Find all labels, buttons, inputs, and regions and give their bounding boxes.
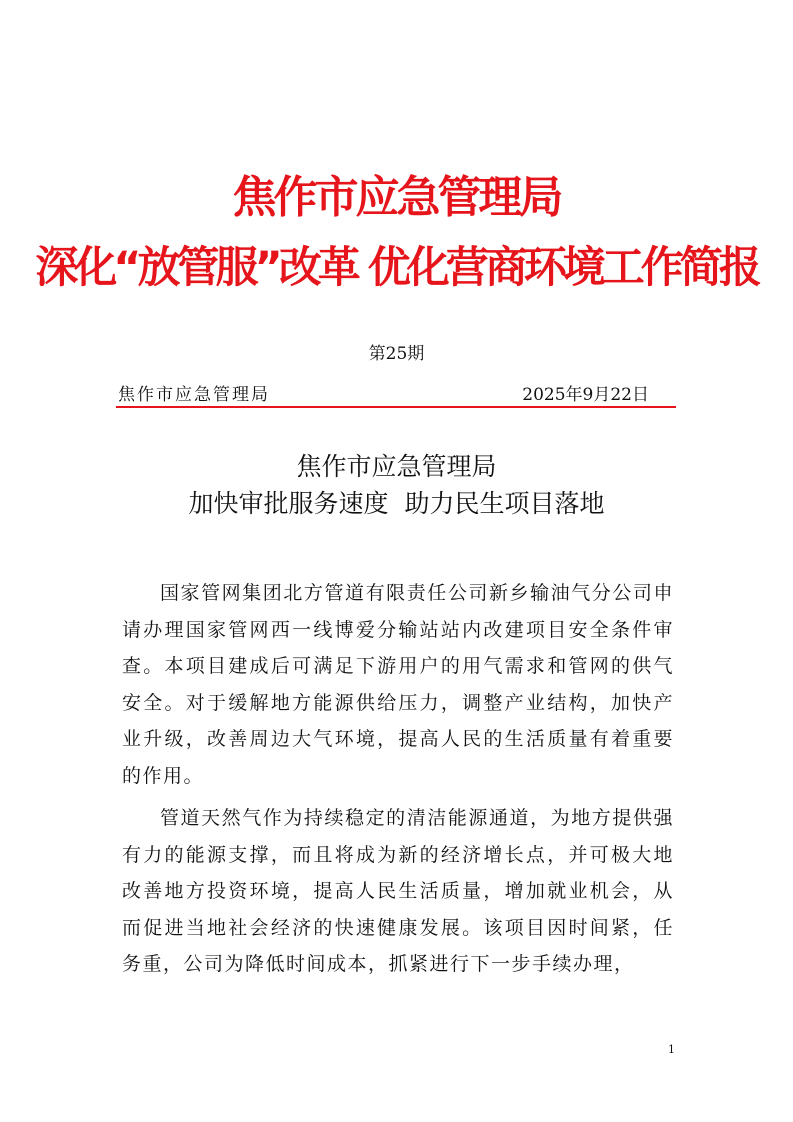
issuing-organization: 焦作市应急管理局 [118,385,270,405]
masthead-subtitle: 深化“放管服”改革 优化营商环境工作简报 [35,243,758,293]
issue-date: 2025年9月22日 [522,385,649,405]
header-divider [116,406,676,408]
article-paragraph: 管道天然气作为持续稳定的清洁能源通道，为地方提供强有力的能源支撑，而且将成为新的经济增长点，并可极大地改善地方投资环境，提高人民生活质量，增加就业机会，从而促进当地社会经济的快速健康发展。该项目因时间紧，任务重，公司为降低时间成本，抓紧进行下一步手续办理， [122,807,674,975]
article-paragraph: 国家管网集团北方管道有限责任公司新乡输油气分公司申请办理国家管网西一线博爱分输站站内改建项目安全条件审查。本项目建成后可满足下游用户的用气需求和管网的供气安全。对于缓解地方能源供给压力，调整产业结构，加快产业升级，改善周边大气环境，提高人民的生活质量有着重要的作用。 [122,582,674,787]
masthead-title: 焦作市应急管理局 [232,172,561,223]
issue-number: 第25期 [368,344,425,364]
article-title-line1: 焦作市应急管理局 [296,452,497,481]
article-title-line2: 加快审批服务速度 助力民生项目落地 [188,489,605,518]
page-number: 1 [668,1043,675,1056]
article-body [122,575,674,989]
